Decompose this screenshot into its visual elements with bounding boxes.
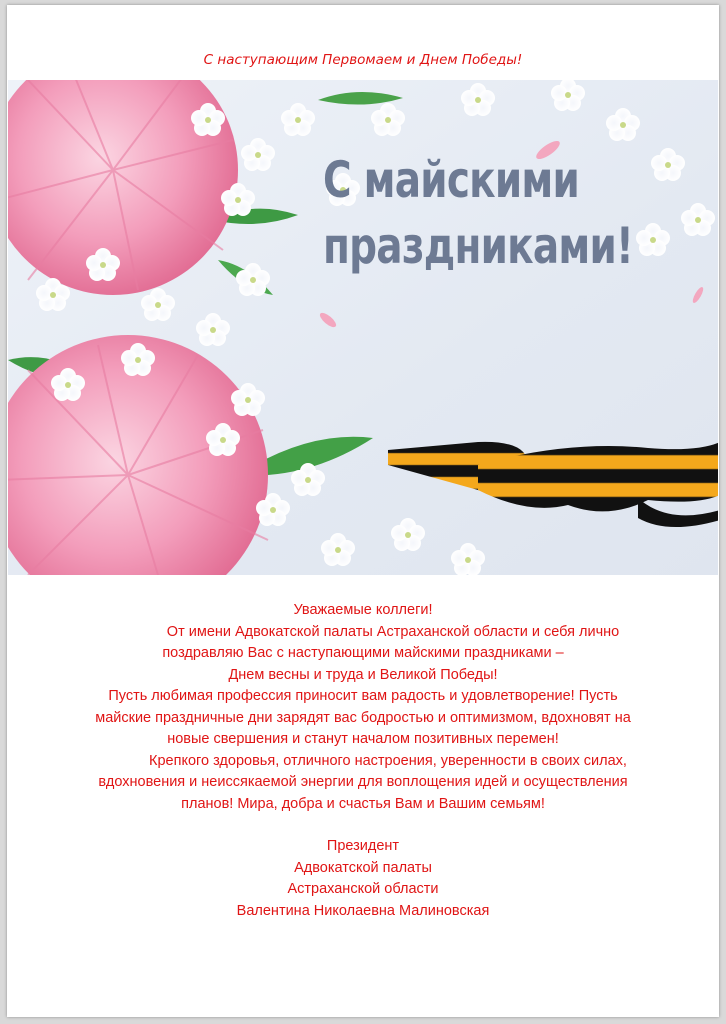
document-page: [7, 5, 719, 1017]
letter-line: вдохновения и неиссякаемой энергии для воплощения идей и осуществления: [98, 774, 628, 790]
letter-line: От имени Адвокатской палаты Астраханской области и себя лично: [166, 623, 620, 640]
letter-line: майские праздничные дни зарядят вас бодростью и оптимизмом, вдохновят на: [95, 709, 631, 726]
signature-line: Адвокатской палаты: [294, 859, 432, 876]
headline-line-1: С майскими: [323, 151, 580, 209]
letter-line: Крепкого здоровья, отличного настроения, уверенности в своих силах,: [149, 752, 627, 769]
salutation: Уважаемые коллеги!: [293, 602, 433, 618]
greeting-letter: [7, 600, 719, 922]
signature-line: Астраханской области: [287, 881, 439, 897]
signature-name: Валентина Николаевна Малиновская: [236, 902, 490, 919]
top-greeting: С наступающим Первомаем и Днем Победы!: [203, 52, 523, 68]
letter-line: поздравляю Вас с наступающими майскими праздниками –: [162, 645, 564, 661]
letter-line: планов! Мира, добра и счастья Вам и Вашим семьям!: [181, 795, 545, 812]
headline-line-2: праздниками!: [323, 217, 634, 275]
signature-line: Президент: [326, 838, 400, 854]
letter-line: Пусть любимая профессия приносит вам радость и удовлетворение! Пусть: [108, 688, 618, 704]
banner-headline: [323, 147, 633, 279]
letter-line: Днем весны и труда и Великой Победы!: [228, 666, 498, 683]
letter-line: новые свершения и станут началом позитивных перемен!: [167, 731, 559, 747]
